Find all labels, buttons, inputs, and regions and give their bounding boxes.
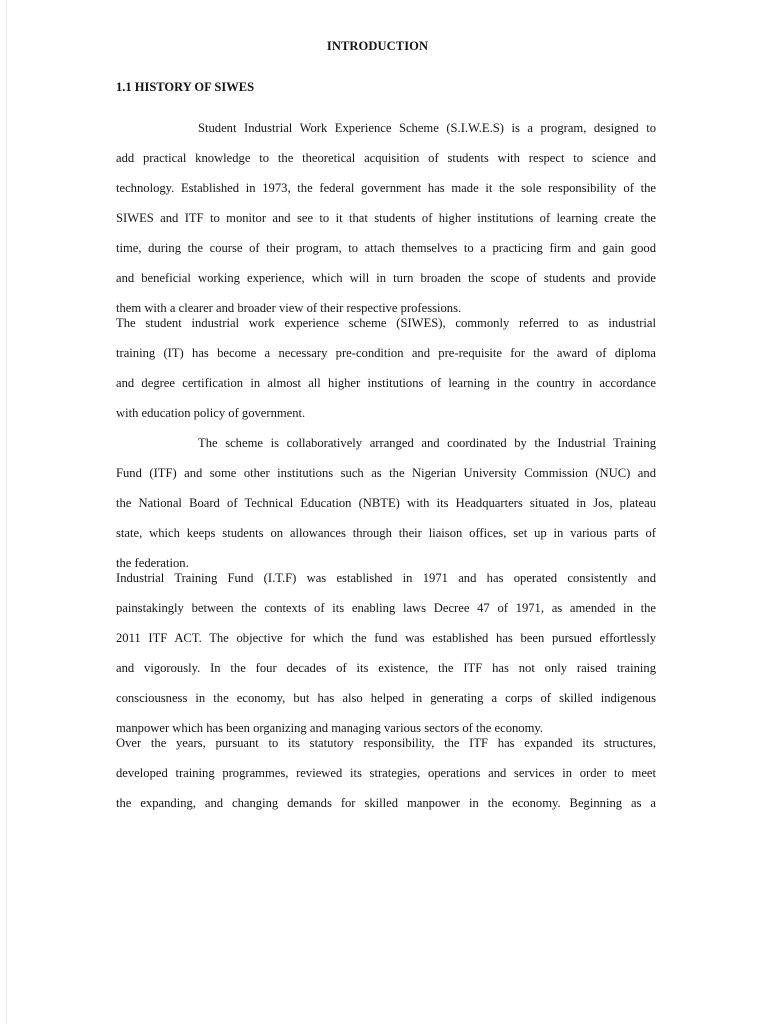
text-line: The scheme is collaboratively arranged and coordinated by the Industrial Training [198,436,656,450]
text-line: technology. Established in 1973, the federal government has made it the sole responsibility of the [116,181,656,195]
text-line: SIWES and ITF to monitor and see to it that students of higher institutions of learning create the [116,211,656,225]
text-line: Industrial Training Fund (I.T.F) was established in 1971 and has operated consistently and [116,571,656,585]
text-line: with education policy of government. [116,406,306,420]
section-heading: 1.1 HISTORY OF SIWES [116,80,255,94]
text-line: and beneficial working experience, which will in turn broaden the scope of students and provide [116,271,656,285]
text-line: Fund (ITF) and some other institutions such as the Nigerian University Commission (NUC) and [116,466,656,480]
text-line: manpower which has been organizing and managing various sectors of the economy. [116,721,544,735]
page-title: INTRODUCTION [326,39,429,53]
text-line: the federation. [116,556,189,570]
text-line: time, during the course of their program, to attach themselves to a practicing firm and gain good [116,241,656,255]
text-line: 2011 ITF ACT. The objective for which the fund was established has been pursued effortlessly [116,631,656,645]
text-line: The student industrial work experience scheme (SIWES), commonly referred to as industrial [116,316,656,330]
text-line: Over the years, pursuant to its statutory responsibility, the ITF has expanded its structures, [116,736,656,750]
text-line: and degree certification in almost all higher institutions of learning in the country in accordance [116,376,656,390]
text-line: training (IT) has become a necessary pre-condition and pre-requisite for the award of diploma [116,346,656,360]
text-line: painstakingly between the contexts of its enabling laws Decree 47 of 1971, as amended in the [116,601,656,615]
text-line: developed training programmes, reviewed its strategies, operations and services in order to meet [116,766,656,780]
text-line: Student Industrial Work Experience Scheme (S.I.W.E.S) is a program, designed to [198,121,656,135]
page-edge-divider [6,0,7,1024]
text-line: consciousness in the economy, but has also helped in generating a corps of skilled indigenous [116,691,656,705]
text-line: state, which keeps students on allowances through their liaison offices, set up in various parts of [116,526,656,540]
text-line: and vigorously. In the four decades of its existence, the ITF has not only raised training [116,661,656,675]
text-line: the expanding, and changing demands for skilled manpower in the economy. Beginning as a [116,796,656,810]
text-line: the National Board of Technical Education (NBTE) with its Headquarters situated in Jos, plateau [116,496,656,510]
text-line: them with a clearer and broader view of their respective professions. [116,301,462,315]
text-line: add practical knowledge to the theoretical acquisition of students with respect to science and [116,151,656,165]
